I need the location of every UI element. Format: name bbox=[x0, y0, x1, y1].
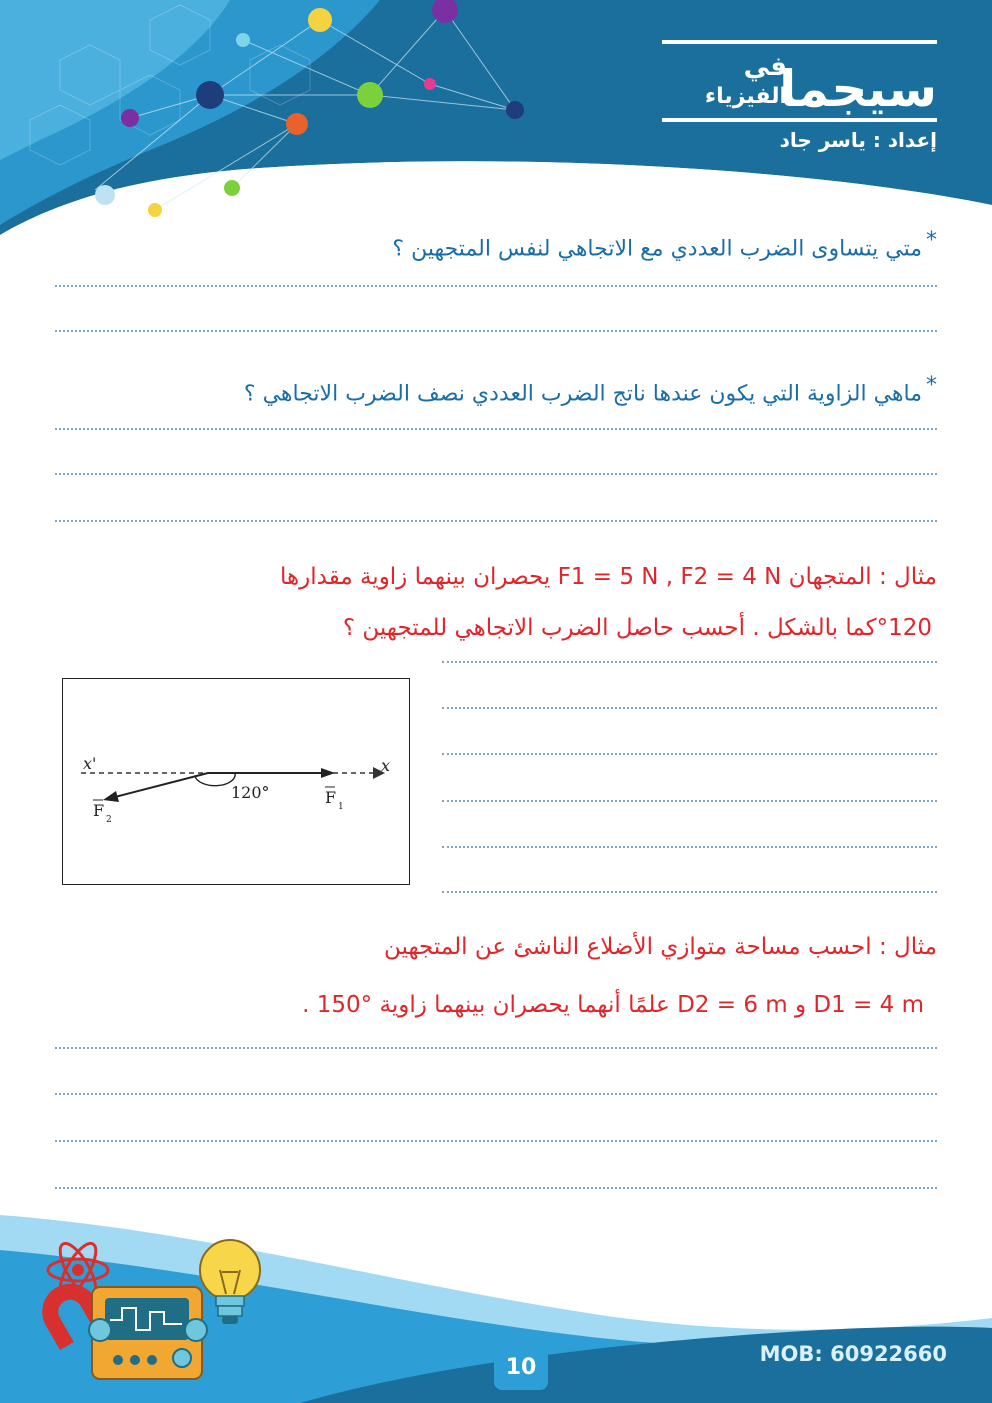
example-1-line-2: °120كما بالشكل . أحسب حاصل الضرب الاتجاهي للمتجهين ؟ bbox=[342, 615, 932, 641]
brand-author: إعداد : ياسر جاد bbox=[779, 128, 937, 152]
brand-bar-top bbox=[662, 40, 937, 44]
page-number: 10 bbox=[494, 1346, 548, 1390]
f1-label: F bbox=[325, 788, 337, 807]
answer-line bbox=[55, 473, 937, 475]
oscilloscope-icon bbox=[89, 1287, 207, 1379]
example-2-line-1: مثال : احسب مساحة متوازي الأضلاع الناشئ عن المتجهين bbox=[384, 934, 937, 960]
brand-title: سيجما bbox=[779, 60, 937, 118]
answer-line bbox=[55, 285, 937, 287]
question-1-text: متي يتساوى الضرب العددي مع الاتجاهي لنفس المتجهين ؟ bbox=[392, 236, 922, 262]
x-label: x bbox=[381, 756, 391, 775]
answer-line bbox=[442, 846, 937, 848]
question-2-text: ماهي الزاوية التي يكون عندها ناتج الضرب العددي نصف الضرب الاتجاهي ؟ bbox=[243, 381, 922, 407]
f1-subscript: 1 bbox=[338, 802, 344, 812]
answer-line bbox=[442, 800, 937, 802]
answer-line bbox=[55, 1187, 937, 1189]
example-1-line-1: مثال : المتجهان F1 = 5 N , F2 = 4 N يحصران بينهما زاوية مقدارها bbox=[279, 564, 937, 590]
brand-fi: في bbox=[743, 52, 787, 82]
answer-line bbox=[442, 891, 937, 893]
answer-line bbox=[55, 1140, 937, 1142]
vector-f2 bbox=[115, 773, 208, 797]
star-bullet-icon: * bbox=[926, 373, 937, 398]
answer-line bbox=[442, 707, 937, 709]
vector-figure bbox=[62, 678, 410, 885]
answer-line bbox=[55, 428, 937, 430]
answer-line bbox=[55, 1047, 937, 1049]
answer-line bbox=[442, 753, 937, 755]
f2-arrowhead bbox=[103, 791, 119, 802]
angle-label: 120° bbox=[231, 783, 270, 802]
x-prime-label: x' bbox=[83, 754, 97, 773]
brand-subject: الفيزياء bbox=[704, 84, 787, 109]
question-2 bbox=[244, 373, 937, 406]
f2-label: F bbox=[93, 801, 105, 820]
star-bullet-icon: * bbox=[926, 228, 937, 253]
vector-diagram bbox=[63, 679, 409, 884]
f2-subscript: 2 bbox=[106, 815, 112, 825]
answer-line bbox=[55, 520, 937, 522]
answer-line bbox=[55, 330, 937, 332]
example-2-line-2: D1 = 4 m و D2 = 6 m علمًا أنهما يحصران بينهما زاوية °150 . bbox=[302, 992, 924, 1018]
brand-bar-bottom bbox=[662, 118, 937, 122]
mobile-number: MOB: 60922660 bbox=[759, 1342, 947, 1366]
f1-arrowhead bbox=[321, 768, 335, 778]
answer-line bbox=[442, 661, 937, 663]
question-1 bbox=[392, 228, 937, 261]
answer-line bbox=[55, 1093, 937, 1095]
